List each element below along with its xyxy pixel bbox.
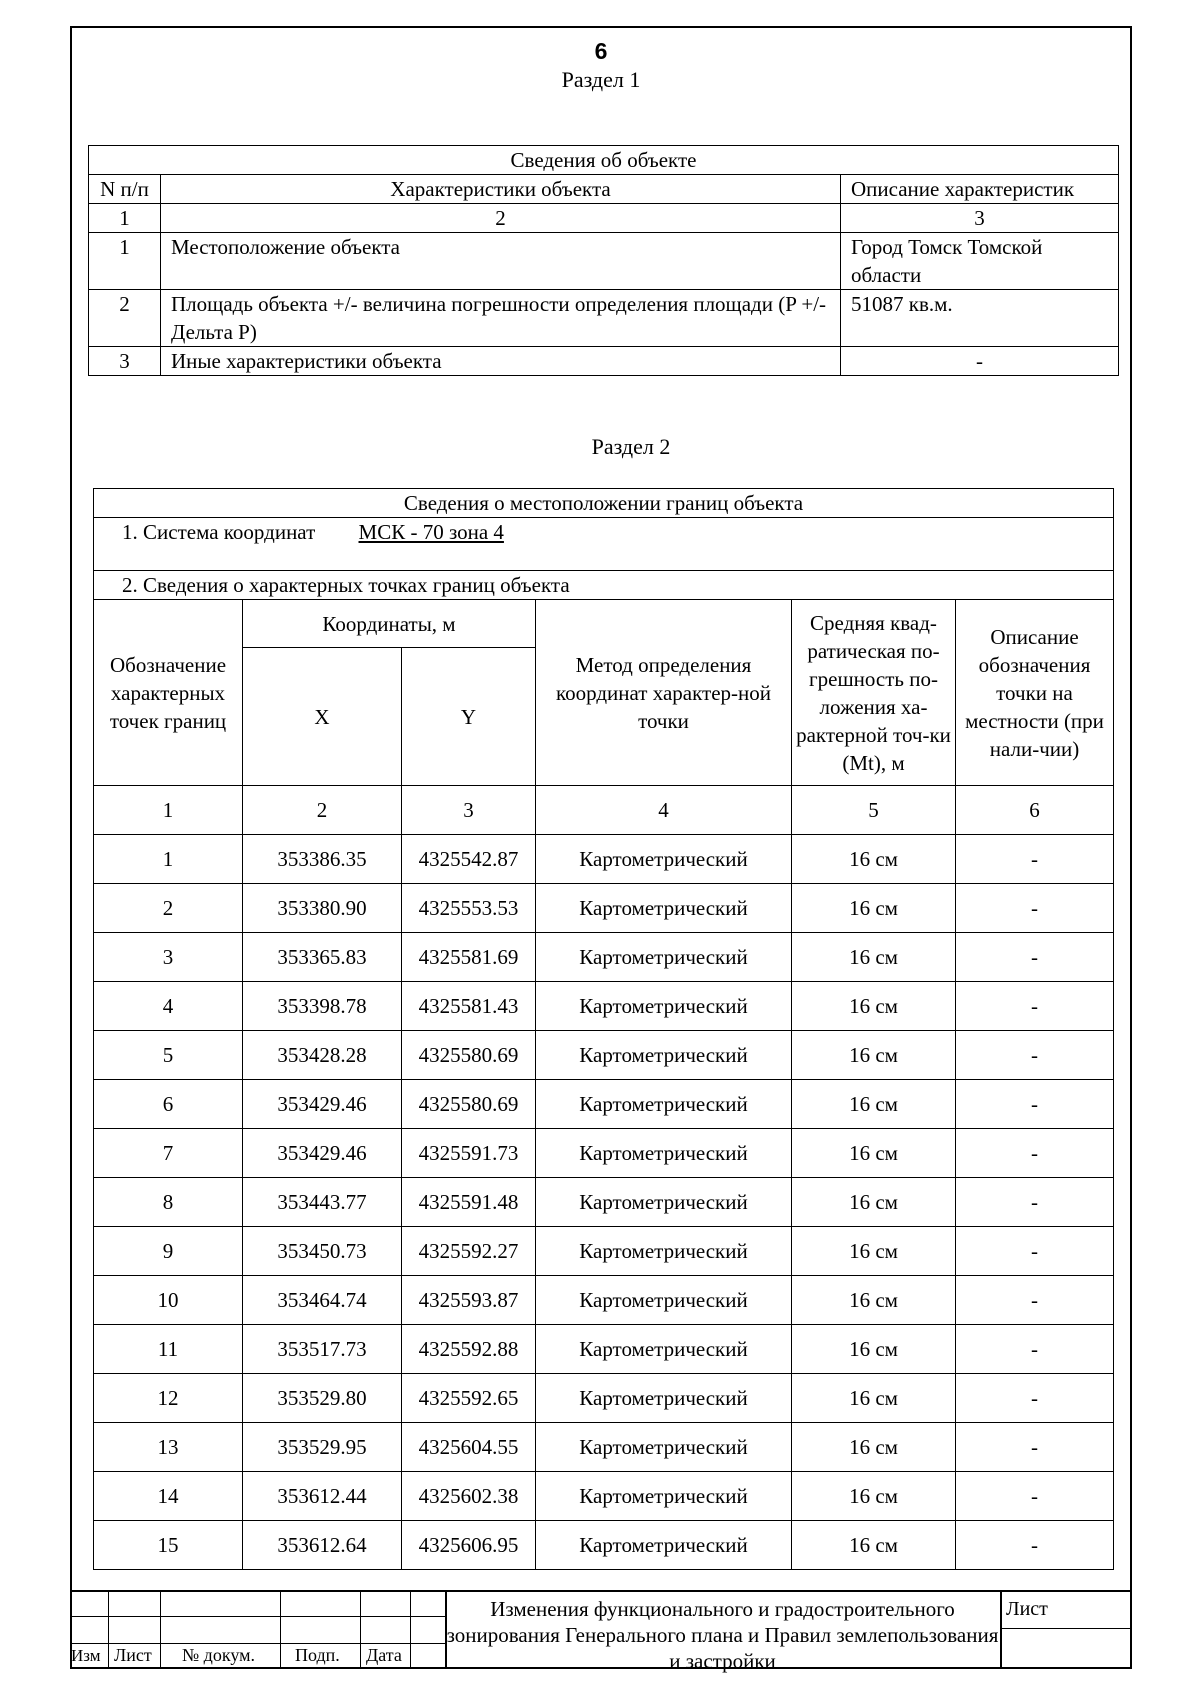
document-title: Изменения функционального и градостроительного зонирования Генерального плана и Правил землепользования и застройки — [446, 1597, 999, 1673]
point-x: 353398.78 — [243, 982, 402, 1031]
index-cell: 2 — [161, 204, 841, 233]
point-y: 4325581.69 — [402, 933, 536, 982]
point-error: 16 см — [792, 933, 956, 982]
table-header-row — [89, 175, 1119, 204]
header-error: Средняя квад-ратическая по-грешность по-ложения ха-рактерной точ-ки (Mt), м — [792, 600, 956, 786]
object-info-title: Сведения об объекте — [89, 146, 1119, 175]
point-y: 4325553.53 — [402, 884, 536, 933]
label-sheet: Лист — [114, 1645, 152, 1665]
point-error: 16 см — [792, 1374, 956, 1423]
index-cell: 3 — [841, 204, 1119, 233]
point-number: 9 — [94, 1227, 243, 1276]
table-row — [94, 835, 1114, 884]
index-cell: 1 — [89, 204, 161, 233]
point-error: 16 см — [792, 1031, 956, 1080]
table-index-row — [89, 204, 1119, 233]
point-x: 353517.73 — [243, 1325, 402, 1374]
table-row — [94, 1031, 1114, 1080]
table-row — [94, 982, 1114, 1031]
point-number: 6 — [94, 1080, 243, 1129]
index-cell: 6 — [956, 786, 1114, 835]
table-row — [94, 1374, 1114, 1423]
point-y: 4325592.88 — [402, 1325, 536, 1374]
point-error: 16 см — [792, 1227, 956, 1276]
point-description: - — [956, 933, 1114, 982]
point-y: 4325591.73 — [402, 1129, 536, 1178]
point-error: 16 см — [792, 835, 956, 884]
boundary-table-title: Сведения о местоположении границ объекта — [94, 489, 1114, 518]
point-description: - — [956, 1521, 1114, 1570]
point-x: 353450.73 — [243, 1227, 402, 1276]
point-x: 353443.77 — [243, 1178, 402, 1227]
point-x: 353612.44 — [243, 1472, 402, 1521]
table-row — [94, 1423, 1114, 1472]
point-method: Картометрический — [536, 1325, 792, 1374]
point-method: Картометрический — [536, 1129, 792, 1178]
row-characteristic: Площадь объекта +/- величина погрешности определения площади (P +/- Дельта P) — [161, 290, 841, 347]
table-row — [94, 1325, 1114, 1374]
coordinate-system-label: 1. Система координат — [122, 520, 316, 544]
point-x: 353464.74 — [243, 1276, 402, 1325]
point-error: 16 см — [792, 982, 956, 1031]
point-description: - — [956, 1227, 1114, 1276]
point-y: 4325580.69 — [402, 1080, 536, 1129]
point-x: 353386.35 — [243, 835, 402, 884]
header-coordinates: Координаты, м — [243, 600, 536, 648]
coordinate-system-value: МСК - 70 зона 4 — [358, 520, 504, 544]
row-characteristic: Иные характеристики объекта — [161, 347, 841, 376]
point-method: Картометрический — [536, 1374, 792, 1423]
table-row — [94, 884, 1114, 933]
point-error: 16 см — [792, 1472, 956, 1521]
point-description: - — [956, 1325, 1114, 1374]
point-x: 353365.83 — [243, 933, 402, 982]
point-method: Картометрический — [536, 1080, 792, 1129]
index-cell: 4 — [536, 786, 792, 835]
index-cell: 2 — [243, 786, 402, 835]
point-error: 16 см — [792, 1276, 956, 1325]
point-number: 10 — [94, 1276, 243, 1325]
point-error: 16 см — [792, 1325, 956, 1374]
row-number: 3 — [89, 347, 161, 376]
point-number: 7 — [94, 1129, 243, 1178]
point-y: 4325542.87 — [402, 835, 536, 884]
point-method: Картометрический — [536, 933, 792, 982]
point-error: 16 см — [792, 1521, 956, 1570]
table-row — [94, 1178, 1114, 1227]
point-number: 4 — [94, 982, 243, 1031]
point-x: 353429.46 — [243, 1080, 402, 1129]
section1-heading: Раздел 1 — [561, 67, 641, 92]
point-description: - — [956, 884, 1114, 933]
point-number: 5 — [94, 1031, 243, 1080]
point-number: 12 — [94, 1374, 243, 1423]
point-y: 4325581.43 — [402, 982, 536, 1031]
point-method: Картометрический — [536, 1521, 792, 1570]
point-x: 353612.64 — [243, 1521, 402, 1570]
row-characteristic: Местоположение объекта — [161, 233, 841, 290]
point-x: 353380.90 — [243, 884, 402, 933]
header-description: Описание характеристик — [841, 175, 1119, 204]
label-date: Дата — [366, 1645, 402, 1665]
point-description: - — [956, 1178, 1114, 1227]
table-row — [89, 347, 1119, 376]
point-number: 15 — [94, 1521, 243, 1570]
table-row — [94, 1129, 1114, 1178]
page-number: 6 — [594, 38, 608, 64]
point-description: - — [956, 835, 1114, 884]
point-method: Картометрический — [536, 1031, 792, 1080]
index-cell: 1 — [94, 786, 243, 835]
point-number: 13 — [94, 1423, 243, 1472]
point-number: 3 — [94, 933, 243, 982]
coordinate-system — [94, 518, 1114, 571]
point-description: - — [956, 1423, 1114, 1472]
row-description: 51087 кв.м. — [841, 290, 1119, 347]
point-y: 4325592.27 — [402, 1227, 536, 1276]
point-error: 16 см — [792, 884, 956, 933]
table-row — [94, 1472, 1114, 1521]
point-error: 16 см — [792, 1423, 956, 1472]
table-row — [94, 1276, 1114, 1325]
point-error: 16 см — [792, 1178, 956, 1227]
header-designation: Обозначение характерных точек границ — [94, 600, 243, 786]
label-document: № докум. — [182, 1645, 255, 1665]
boundary-points-table — [93, 488, 1114, 1570]
row-number: 1 — [89, 233, 161, 290]
label-signature: Подп. — [295, 1645, 340, 1665]
point-method: Картометрический — [536, 884, 792, 933]
table-row — [94, 1227, 1114, 1276]
point-error: 16 см — [792, 1080, 956, 1129]
point-y: 4325592.65 — [402, 1374, 536, 1423]
point-description: - — [956, 1276, 1114, 1325]
row-description: - — [841, 347, 1119, 376]
sheet-label: Лист — [1006, 1598, 1048, 1620]
table-row — [89, 233, 1119, 290]
label-change: Изм — [71, 1646, 101, 1665]
point-method: Картометрический — [536, 1423, 792, 1472]
point-method: Картометрический — [536, 982, 792, 1031]
header-x: X — [243, 648, 402, 786]
point-number: 11 — [94, 1325, 243, 1374]
point-method: Картометрический — [536, 835, 792, 884]
table-row — [89, 290, 1119, 347]
header-characteristics: Характеристики объекта — [161, 175, 841, 204]
point-x: 353429.46 — [243, 1129, 402, 1178]
table-row — [94, 933, 1114, 982]
point-description: - — [956, 1129, 1114, 1178]
point-x: 353529.95 — [243, 1423, 402, 1472]
point-y: 4325602.38 — [402, 1472, 536, 1521]
point-number: 1 — [94, 835, 243, 884]
row-number: 2 — [89, 290, 161, 347]
table-row — [94, 1080, 1114, 1129]
table-row — [94, 1521, 1114, 1570]
point-number: 14 — [94, 1472, 243, 1521]
index-cell: 3 — [402, 786, 536, 835]
point-description: - — [956, 1472, 1114, 1521]
section2-heading: Раздел 2 — [591, 434, 671, 459]
point-description: - — [956, 982, 1114, 1031]
point-method: Картометрический — [536, 1227, 792, 1276]
row-description: Город Томск Томской области — [841, 233, 1119, 290]
point-description: - — [956, 1374, 1114, 1423]
header-method: Метод определения координат характер-ной точки — [536, 600, 792, 786]
point-y: 4325580.69 — [402, 1031, 536, 1080]
index-cell: 5 — [792, 786, 956, 835]
point-description: - — [956, 1031, 1114, 1080]
header-y: Y — [402, 648, 536, 786]
point-y: 4325593.87 — [402, 1276, 536, 1325]
point-y: 4325604.55 — [402, 1423, 536, 1472]
point-error: 16 см — [792, 1129, 956, 1178]
points-title: 2. Сведения о характерных точках границ объекта — [94, 571, 1114, 600]
point-x: 353529.80 — [243, 1374, 402, 1423]
point-description: - — [956, 1080, 1114, 1129]
point-method: Картометрический — [536, 1276, 792, 1325]
table-index-row — [94, 786, 1114, 835]
point-method: Картометрический — [536, 1178, 792, 1227]
header-point-description: Описание обозначения точки на местности (при нали-чии) — [956, 600, 1114, 786]
header-number: N п/п — [89, 175, 161, 204]
point-x: 353428.28 — [243, 1031, 402, 1080]
point-number: 2 — [94, 884, 243, 933]
point-y: 4325606.95 — [402, 1521, 536, 1570]
point-number: 8 — [94, 1178, 243, 1227]
point-y: 4325591.48 — [402, 1178, 536, 1227]
object-info-table — [88, 145, 1119, 376]
title-block — [70, 1590, 1132, 1673]
point-method: Картометрический — [536, 1472, 792, 1521]
